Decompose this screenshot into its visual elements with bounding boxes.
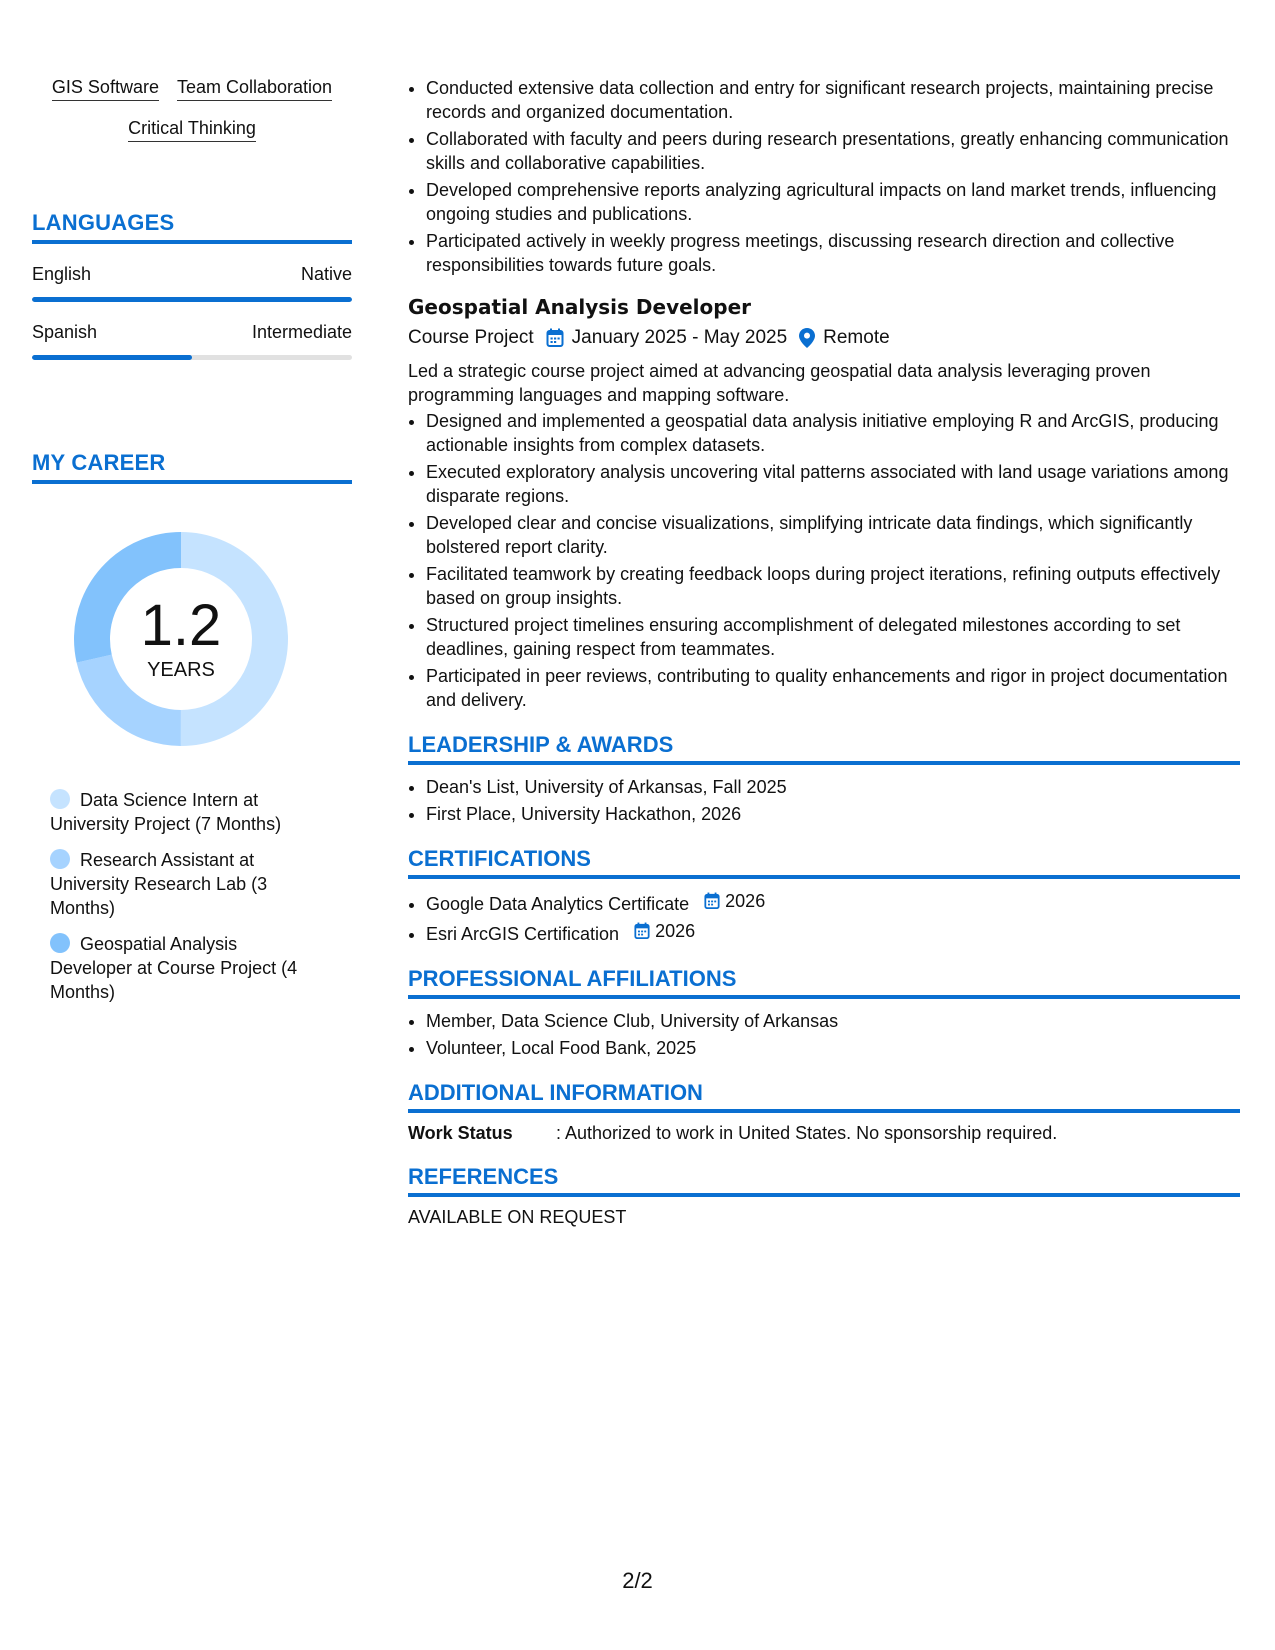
career-total-value: 1.2 (140, 592, 222, 658)
job-location: Remote (823, 327, 890, 348)
list-item: • Facilitated teamwork by creating feedback loops during project iterations, refining outputs effectively based on group insights. (426, 562, 1240, 610)
list-item: • Volunteer, Local Food Bank, 2025 (426, 1036, 1240, 1060)
list-item: • Collaborated with faculty and peers during research presentations, greatly enhancing communication skills and collaborative capabilities. (426, 127, 1240, 175)
job-meta (408, 327, 1240, 349)
legend-label: Geospatial Analysis Developer at Course Project (4 Months) (50, 934, 298, 1002)
legend-item (50, 932, 320, 1004)
certification-name: Google Data Analytics Certificate (426, 894, 690, 914)
additional-info-heading: ADDITIONAL INFORMATION (408, 1080, 1240, 1113)
list-item: • Structured project timelines ensuring accomplishment of delegated milestones according to set deadlines, gaining respect from teammates. (426, 613, 1240, 661)
legend-label: Research Assistant at University Research Lab (3 Months) (50, 850, 268, 918)
list-item: • Conducted extensive data collection and entry for significant research projects, maintaining precise records and organized documentation. (426, 76, 1240, 124)
career-heading: MY CAREER (32, 450, 352, 484)
certification-year: 2026 (725, 891, 766, 911)
calendar-icon (546, 328, 564, 348)
language-proficiency-fill (32, 355, 192, 360)
calendar-icon (704, 892, 720, 910)
legend-dot (50, 849, 70, 869)
work-status-label: Work Status (408, 1123, 513, 1143)
skill-tag: Team Collaboration (177, 76, 332, 101)
career-total-unit: YEARS (147, 658, 215, 681)
page-number: 2/2 (622, 1568, 653, 1593)
career-section (32, 450, 352, 1016)
certification-year: 2026 (655, 921, 696, 941)
experience-bullets (408, 76, 1240, 277)
references-text: AVAILABLE ON REQUEST (408, 1207, 627, 1227)
certifications-list (408, 889, 1240, 946)
certifications-heading: CERTIFICATIONS (408, 846, 1240, 879)
list-item: • Participated in peer reviews, contributing to quality enhancements and rigor in project documentation and delivery. (426, 664, 1240, 712)
language-proficiency-bar (32, 297, 352, 302)
list-item: • Designed and implemented a geospatial data analysis initiative employing R and ArcGIS, producing actionable insights from complex datasets. (426, 409, 1240, 457)
list-item: • Developed clear and concise visualizations, simplifying intricate data findings, which significantly bolstered report clarity. (426, 511, 1240, 559)
career-donut-chart (66, 524, 296, 754)
job-dates: January 2025 - May 2025 (571, 327, 788, 348)
language-proficiency-bar (32, 355, 352, 360)
references-heading: REFERENCES (408, 1164, 1240, 1197)
job-description: Led a strategic course project aimed at advancing geospatial data analysis leveraging proven programming languages and mapping software. (408, 361, 1151, 405)
job-title: Geospatial Analysis Developer (408, 295, 752, 319)
leadership-list (408, 775, 1240, 826)
job-company: Course Project (408, 327, 534, 348)
skill-tag: Critical Thinking (128, 117, 256, 142)
legend-dot (50, 789, 70, 809)
career-legend (32, 788, 320, 1004)
list-item: • First Place, University Hackathon, 2026 (426, 802, 1240, 826)
language-item (32, 322, 352, 360)
location-pin-icon (799, 328, 815, 348)
language-name: Spanish (32, 322, 98, 342)
work-status-value: : Authorized to work in United States. No sponsorship required. (556, 1123, 1058, 1143)
list-item: • Dean's List, University of Arkansas, Fall 2025 (426, 775, 1240, 799)
language-proficiency-fill (32, 297, 352, 302)
language-item (32, 264, 352, 302)
job-bullets (408, 409, 1240, 712)
languages-heading: LANGUAGES (32, 210, 352, 244)
certification-name: Esri ArcGIS Certification (426, 924, 620, 944)
affiliations-list (408, 1009, 1240, 1060)
legend-item (50, 848, 320, 920)
calendar-icon (634, 922, 650, 940)
legend-item (50, 788, 320, 836)
list-item: • Participated actively in weekly progress meetings, discussing research direction and collective responsibilities towards future goals. (426, 229, 1240, 277)
list-item: • Executed exploratory analysis uncovering vital patterns associated with land usage variations among disparate regions. (426, 460, 1240, 508)
language-level: Intermediate (251, 322, 352, 342)
legend-label: Data Science Intern at University Project (7 Months) (50, 790, 282, 834)
affiliations-heading: PROFESSIONAL AFFILIATIONS (408, 966, 1240, 999)
languages-section (32, 210, 352, 360)
list-item (426, 889, 1240, 916)
language-name: English (32, 264, 92, 284)
language-level: Native (300, 264, 352, 284)
sidebar (32, 76, 352, 1002)
legend-dot (50, 933, 70, 953)
skills-list (32, 76, 352, 142)
list-item: • Member, Data Science Club, University of Arkansas (426, 1009, 1240, 1033)
main-content (408, 76, 1240, 1228)
leadership-heading: LEADERSHIP & AWARDS (408, 732, 1240, 765)
work-status-row (408, 1123, 1240, 1144)
list-item: • Developed comprehensive reports analyzing agricultural impacts on land market trends, influencing ongoing studies and publications. (426, 178, 1240, 226)
skill-tag: GIS Software (52, 76, 159, 101)
list-item (426, 919, 1240, 946)
